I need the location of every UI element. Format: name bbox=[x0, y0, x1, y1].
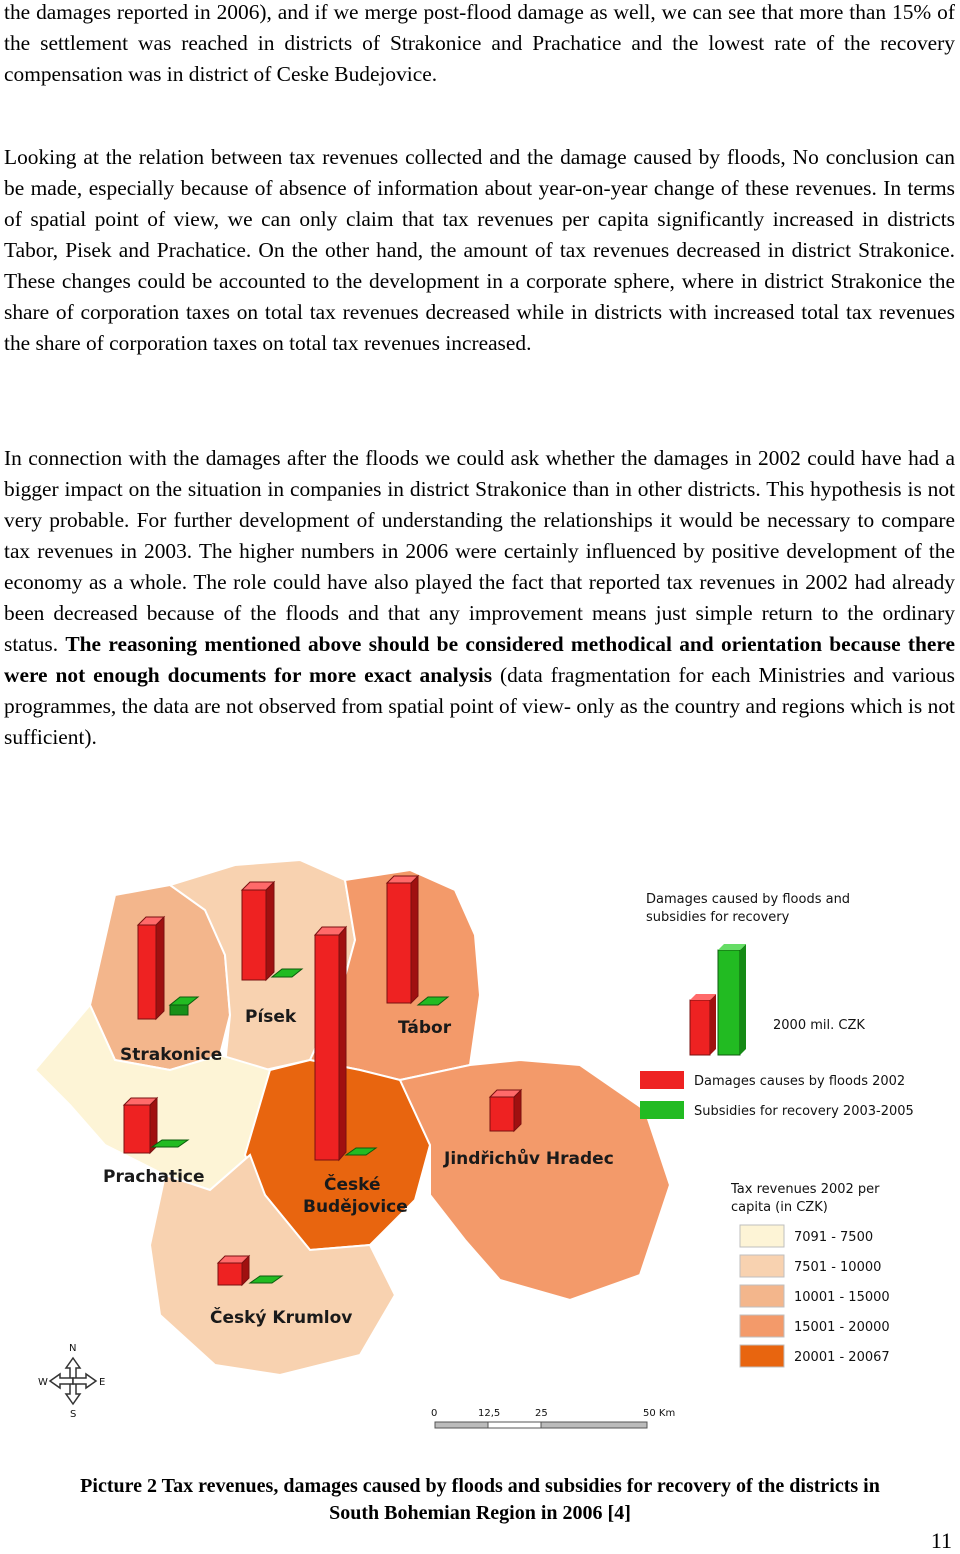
scale-tick-50: 50 Km bbox=[643, 1408, 676, 1419]
caption-line-2: South Bohemian Region in 2006 [4] bbox=[329, 1502, 631, 1524]
label-ceske-budejovice-1: České bbox=[324, 1175, 381, 1195]
bar-damage-tabor-side bbox=[411, 876, 418, 1003]
compass-e: E bbox=[99, 1377, 106, 1388]
legend-tax-label-2: 7501 - 10000 bbox=[794, 1260, 882, 1275]
legend-tax-label-4: 15001 - 20000 bbox=[794, 1320, 890, 1335]
legend-tax-swatch-3 bbox=[740, 1285, 784, 1307]
label-cesky-krumlov: Český Krumlov bbox=[210, 1308, 353, 1328]
paragraph-3-start: In connection with the damages after the floods we could ask whether the damages in 2002 could have had a bigger impact on the situation in companies in district Strakonice than in other districts. This hypothesis is not very probable. For further development of understanding the relationships it would be necessary to compare tax revenues in 2003. The higher numbers in 2006 were certainly influenced by positive development of the economy as a whole. The role could have also played the fact that reported tax revenues in 2002 had already been decreased because of the floods and that any improvement means just simple return to the ordinary status. bbox=[4, 446, 955, 656]
scale-bar bbox=[435, 1422, 647, 1428]
legend-scale-label: 2000 mil. CZK bbox=[773, 1018, 865, 1033]
bar-damage-strakonice-side bbox=[156, 917, 164, 1019]
legend-tax-swatch-2 bbox=[740, 1255, 784, 1277]
label-pisek: Písek bbox=[245, 1007, 297, 1027]
figure-caption bbox=[0, 1473, 960, 1527]
legend-tax-swatches bbox=[740, 1225, 784, 1367]
bar-damage-jindrichuv-hradec bbox=[490, 1097, 514, 1131]
legend-tax-swatch-4 bbox=[740, 1315, 784, 1337]
bar-damage-prachatice bbox=[124, 1105, 150, 1153]
compass-w: W bbox=[38, 1377, 48, 1388]
legend-bars-title-1: Damages caused by floods and bbox=[646, 892, 851, 907]
scale-tick-25: 25 bbox=[535, 1408, 548, 1419]
bar-damage-pisek-side bbox=[266, 882, 274, 980]
legend-subsidies-swatch bbox=[640, 1101, 684, 1119]
legend-tax-label-5: 20001 - 20067 bbox=[794, 1350, 890, 1365]
bar-subsidy-strakonice-front bbox=[170, 1005, 188, 1015]
paragraph-2: Looking at the relation between tax revenues collected and the damage caused by floods, No conclusion can be made, especially because of absence of information about year-on-year change of these revenues. In terms of spatial point of view, we can only claim that tax revenues per capita significantly increased in districts Tabor, Pisek and Prachatice. On the other hand, the amount of tax revenues decreased in district Strakonice. These changes could be accounted to the development in a corporate sphere, where in district Strakonice the share of corporation taxes on total tax revenues decreased while in districts with increased total tax revenues the share of corporation taxes on total tax revenues increased. bbox=[4, 145, 955, 355]
legend-damages-label: Damages causes by floods 2002 bbox=[694, 1074, 906, 1089]
paragraph-3-bold: The reasoning mentioned above should be considered methodical and orientation because there were not enough documents for more exact analysis bbox=[4, 632, 955, 687]
label-strakonice: Strakonice bbox=[120, 1045, 223, 1065]
scale-tick-0: 0 bbox=[431, 1408, 438, 1419]
district-map-figure bbox=[0, 855, 960, 1455]
paragraph-3-end: (data fragmentation for each Ministries and various programmes, the data are not observed from spatial point of view- only as the country and regions which is not sufficient). bbox=[4, 663, 955, 749]
label-jindrichuv-hradec: Jindřichův Hradec bbox=[444, 1149, 614, 1169]
legend-tax-label-1: 7091 - 7500 bbox=[794, 1230, 874, 1245]
legend-tax-label-3: 10001 - 15000 bbox=[794, 1290, 890, 1305]
compass-s: S bbox=[70, 1409, 77, 1420]
page-number: 11 bbox=[930, 1528, 952, 1553]
compass-n: N bbox=[69, 1343, 77, 1354]
caption-line-1: Picture 2 Tax revenues, damages caused by floods and subsidies for recovery of the districts in bbox=[80, 1475, 880, 1497]
paragraph-1: the damages reported in 2006), and if we merge post-flood damage as well, we can see that more than 15% of the settlement was reached in districts of Strakonice and Prachatice and the lowest rate of the recovery compensation was in district of Ceske Budejovice. bbox=[4, 0, 955, 86]
bar-damage-cesky-krumlov bbox=[218, 1263, 242, 1285]
legend-tax-title-1: Tax revenues 2002 per bbox=[731, 1182, 880, 1197]
bar-damage-strakonice bbox=[138, 925, 156, 1019]
legend-tax-title-2: capita (in CZK) bbox=[731, 1200, 828, 1215]
label-ceske-budejovice-2: Budějovice bbox=[303, 1197, 408, 1217]
district-jindrichuv-hradec bbox=[400, 1060, 670, 1300]
label-prachatice: Prachatice bbox=[103, 1167, 205, 1187]
compass-icon bbox=[50, 1358, 96, 1404]
bar-damage-ceske-budejovice-side bbox=[339, 927, 346, 1160]
bar-damage-ceske-budejovice bbox=[315, 935, 339, 1160]
legend-tax-swatch-5 bbox=[740, 1345, 784, 1367]
legend-damages-swatch bbox=[640, 1071, 684, 1089]
bar-damage-tabor bbox=[387, 883, 411, 1003]
legend-scale-bars bbox=[690, 944, 746, 1055]
legend-bars-title-2: subsidies for recovery bbox=[646, 910, 790, 925]
bar-damage-pisek bbox=[242, 890, 266, 980]
scale-tick-12-5: 12,5 bbox=[478, 1408, 501, 1419]
paragraph-3 bbox=[4, 443, 955, 753]
label-tabor: Tábor bbox=[398, 1018, 452, 1038]
legend-tax-swatch-1 bbox=[740, 1225, 784, 1247]
legend-subsidies-label: Subsidies for recovery 2003-2005 bbox=[694, 1104, 914, 1119]
